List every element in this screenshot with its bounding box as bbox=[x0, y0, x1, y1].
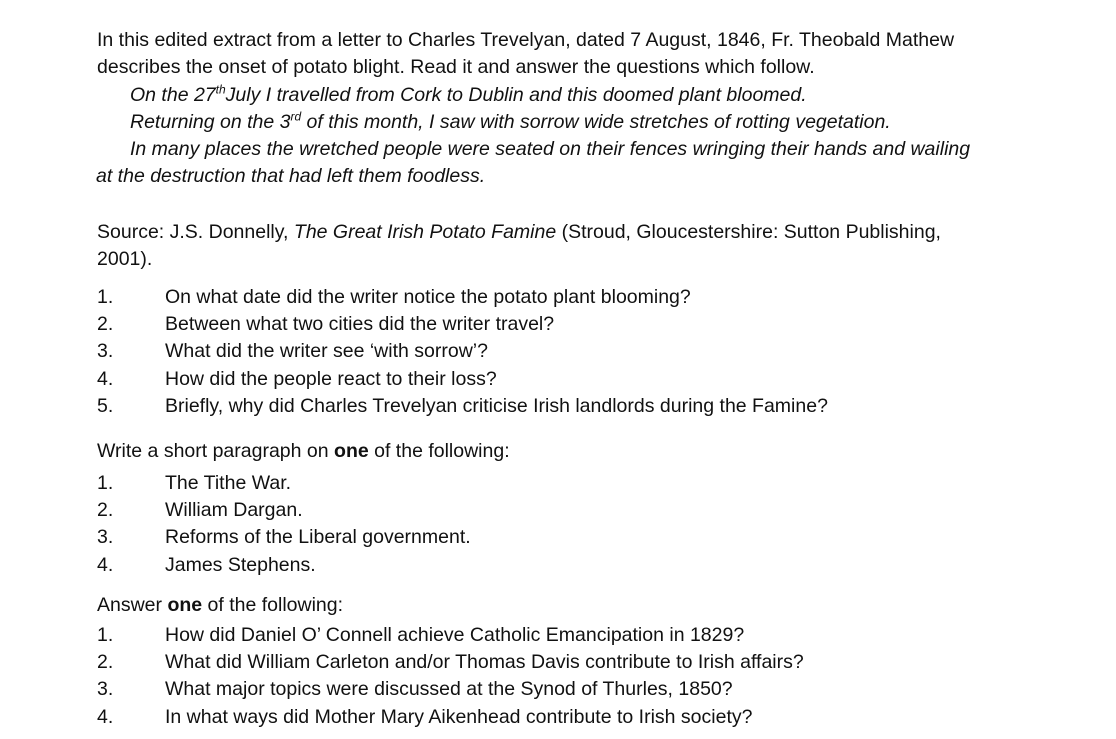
quote-line-3: In many places the wretched people were seated on their fences wringing their hands and wailing bbox=[130, 138, 971, 160]
list-item: 1. How did Daniel O’ Connell achieve Catholic Emancipation in 1829? bbox=[97, 624, 745, 646]
quote-line-4: at the destruction that had left them foodless. bbox=[96, 165, 486, 187]
question-list-3 bbox=[97, 622, 804, 731]
section-2-heading: Write a short paragraph on one of the following: bbox=[97, 440, 510, 462]
source-book-title: The Great Irish Potato Famine bbox=[293, 221, 557, 243]
list-item: 4. How did the people react to their loss? bbox=[97, 367, 497, 390]
list-item: 3. Reforms of the Liberal government. bbox=[97, 526, 471, 549]
list-item: 3. What did the writer see ‘with sorrow’? bbox=[97, 340, 488, 363]
list-item: 2. William Dargan. bbox=[97, 499, 303, 522]
intro-line-1: In this edited extract from a letter to Charles Trevelyan, dated 7 August, 1846, Fr. Theobald Mathew bbox=[97, 29, 955, 51]
source-line-2: 2001). bbox=[97, 248, 153, 270]
list-item: 2. Between what two cities did the writer travel? bbox=[97, 313, 555, 336]
list-item: 1. The Tithe War. bbox=[97, 472, 292, 494]
quoted-extract bbox=[97, 82, 1057, 190]
list-item: 1. On what date did the writer notice the potato plant blooming? bbox=[97, 286, 691, 308]
intro-line-2: describes the onset of potato blight. Read it and answer the questions which follow. bbox=[97, 56, 815, 78]
quote-line-1: On the 27thJuly I travelled from Cork to Dublin and this doomed plant bloomed. bbox=[130, 82, 807, 106]
question-list-2 bbox=[97, 470, 471, 579]
source-line-1: Source: J.S. Donnelly, The Great Irish Potato Famine (Stroud, Gloucestershire: Sutton Publishing, bbox=[97, 221, 941, 243]
section-3-heading: Answer one of the following: bbox=[97, 594, 344, 616]
list-item: 5. Briefly, why did Charles Trevelyan criticise Irish landlords during the Famine? bbox=[97, 394, 828, 417]
source-citation bbox=[97, 219, 1057, 273]
list-item: 4. James Stephens. bbox=[97, 553, 316, 576]
intro-paragraph bbox=[97, 27, 1057, 81]
list-item: 3. What major topics were discussed at the Synod of Thurles, 1850? bbox=[97, 678, 733, 701]
list-item: 4. In what ways did Mother Mary Aikenhead contribute to Irish society? bbox=[97, 705, 753, 728]
list-item: 2. What did William Carleton and/or Thomas Davis contribute to Irish affairs? bbox=[97, 651, 804, 674]
question-list-1 bbox=[97, 284, 828, 420]
quote-line-2: Returning on the 3rd of this month, I saw with sorrow wide stretches of rotting vegetation. bbox=[130, 109, 891, 133]
